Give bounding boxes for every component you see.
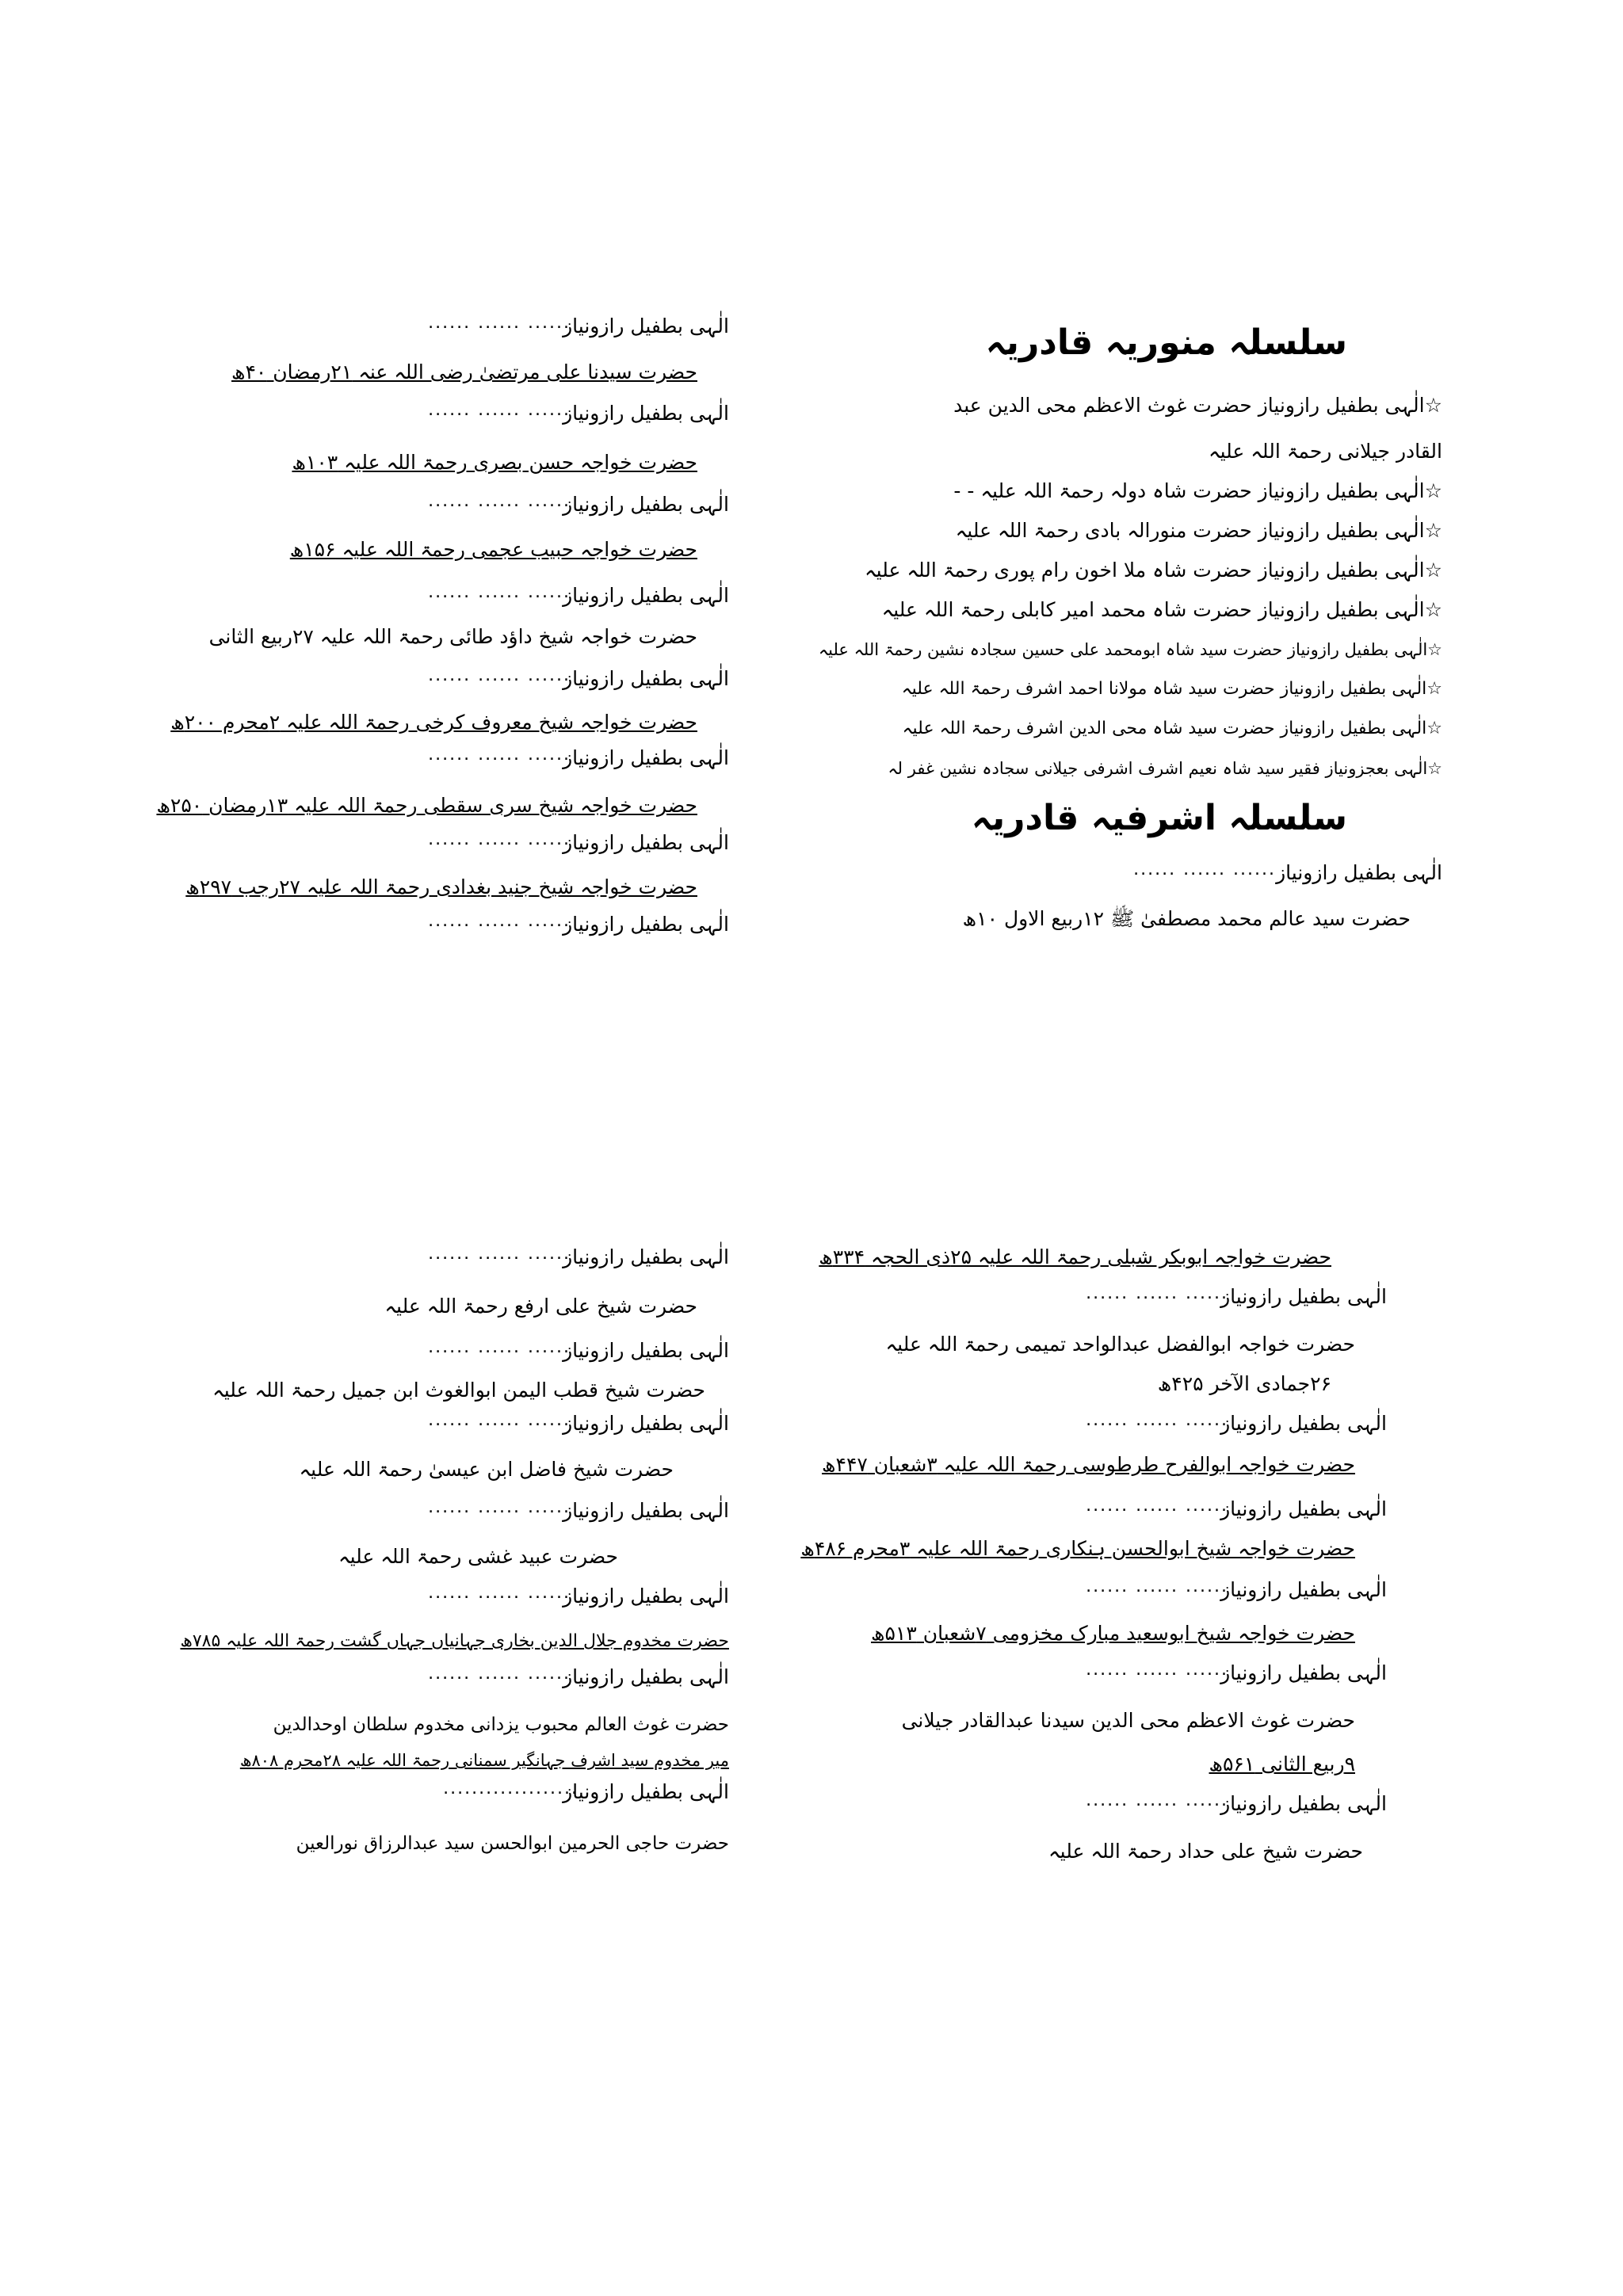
tl-item-14-dots: ...... ...... ...... [428, 911, 571, 931]
tl-item-1: حضرت سیدنا علی مرتضیٰ رضی اللہ عنہ ۲۱رمضان ۴۰ھ [231, 360, 697, 383]
bl-item-14: حضرت حاجی الحرمین ابوالحسن سید عبدالرزاق نورالعین [296, 1833, 729, 1854]
tr-line-4: ☆الٰہی بطفیل رازونیاز حضرت شاہ ملا اخون رام پوری رحمۃ اللہ علیہ [865, 559, 1442, 582]
bl-item-1: حضرت شیخ علی ارفع رحمۃ اللہ علیہ [384, 1295, 697, 1318]
bl-item-13: الٰہی بطفیل رازونیاز [563, 1780, 729, 1803]
bl-item-6-dots: ...... ...... ...... [428, 1497, 571, 1517]
tr-line-b: حضرت سید عالم محمد مصطفیٰ ﷺ ۱۲ربیع الاول ۱۰ھ [962, 907, 1411, 930]
bl-item-0: الٰہی بطفیل رازونیاز [563, 1245, 729, 1268]
tr-line-7: ☆الٰہی بطفیل رازونیاز حضرت سید شاہ مولانا احمد اشرف رحمۃ اللہ علیہ [901, 679, 1442, 699]
bl-item-6: الٰہی بطفیل رازونیاز [563, 1499, 729, 1522]
tl-item-6-dots: ...... ...... ...... [428, 582, 571, 602]
top-left-block [156, 313, 729, 1026]
br-item-6-dots: ...... ...... ...... [1086, 1496, 1228, 1516]
br-item-13: الٰہی بطفیل رازونیاز [1220, 1792, 1387, 1815]
br-item-1-dots: ...... ...... ...... [1086, 1283, 1228, 1303]
tl-item-12-dots: ...... ...... ...... [428, 830, 571, 849]
tl-item-8: الٰہی بطفیل رازونیاز [563, 667, 729, 690]
tr-line-1: القادر جیلانی رحمۃ اللہ علیہ [1208, 440, 1442, 463]
bl-item-4-dots: ...... ...... ...... [428, 1410, 571, 1430]
tl-item-5: حضرت خواجہ حبیب عجمی رحمۃ اللہ علیہ ۱۵۶ھ [289, 538, 697, 561]
tr-line-3: ☆الٰہی بطفیل رازونیاز حضرت منورالہ بادی رحمۃ اللہ علیہ [955, 519, 1442, 542]
bottom-right-block [800, 1244, 1387, 1957]
tl-item-4-dots: ...... ...... ...... [428, 491, 571, 511]
bl-item-10: الٰہی بطفیل رازونیاز [563, 1665, 729, 1688]
heading-silsila-munawwariya: سلسلہ منوریہ قادریہ [985, 322, 1347, 363]
br-item-12: ۹ربیع الثانی ۵۶۱ھ [1209, 1753, 1355, 1775]
br-item-10: الٰہی بطفیل رازونیاز [1220, 1661, 1387, 1684]
tl-item-4: الٰہی بطفیل رازونیاز [563, 493, 729, 516]
tl-item-13: حضرت خواجہ شیخ جنید بغدادی رحمۃ اللہ علیہ ۲۷رجب ۲۹۷ھ [185, 875, 697, 898]
bl-item-8: الٰہی بطفیل رازونیاز [563, 1585, 729, 1608]
tr-line-8: ☆الٰہی بطفیل رازونیاز حضرت سید شاہ محی الدین اشرف رحمۃ اللہ علیہ [902, 719, 1442, 738]
tl-item-11: حضرت خواجہ شیخ سری سقطی رحمۃ اللہ علیہ ۱۳رمضان ۲۵۰ھ [156, 794, 697, 817]
bottom-left-block [180, 1244, 729, 1957]
bl-item-9: حضرت مخدوم جلال الدین بخاری جہانیاں جہاں گشت رحمۃ اللہ علیہ ۷۸۵ھ [180, 1631, 729, 1651]
br-item-14: حضرت شیخ علی حداد رحمۃ اللہ علیہ [1048, 1840, 1363, 1863]
br-item-6: الٰہی بطفیل رازونیاز [1220, 1497, 1387, 1520]
bl-item-0-dots: ...... ...... ...... [428, 1244, 571, 1264]
br-item-5: حضرت خواجہ ابوالفرح طرطوسی رحمۃ اللہ علیہ ۳شعبان ۴۴۷ھ [822, 1453, 1355, 1476]
bl-item-10-dots: ...... ...... ...... [428, 1664, 571, 1684]
bl-item-5: حضرت شیخ فاضل ابن عیسیٰ رحمۃ اللہ علیہ [299, 1458, 674, 1481]
tl-item-10: الٰہی بطفیل رازونیاز [563, 746, 729, 769]
tl-item-14: الٰہی بطفیل رازونیاز [563, 913, 729, 936]
bl-item-7: حضرت عبید غشی رحمۃ اللہ علیہ [338, 1545, 618, 1568]
tl-item-12: الٰہی بطفیل رازونیاز [563, 831, 729, 854]
br-item-3: ۲۶جمادی الآخر ۴۲۵ھ [1157, 1372, 1331, 1395]
tr-line-6: ☆الٰہی بطفیل رازونیاز حضرت سید شاہ ابومحمد علی حسین سجادہ نشین رحمۃ اللہ علیہ [818, 640, 1442, 659]
br-item-0: حضرت خواجہ ابوبکر شبلی رحمۃ اللہ علیہ ۲۵ذی الحجہ ۳۳۴ھ [819, 1245, 1331, 1268]
bl-item-13-dots: ................... [443, 1779, 579, 1798]
bl-item-4: الٰہی بطفیل رازونیاز [563, 1412, 729, 1435]
tl-item-3: حضرت خواجہ حسن بصری رحمۃ اللہ علیہ ۱۰۳ھ [292, 451, 697, 474]
tl-item-0-dots: ...... ...... ...... [428, 313, 571, 333]
tr-line-a-dots: ...... ...... ...... [1133, 860, 1276, 879]
bl-item-2: الٰہی بطفیل رازونیاز [563, 1339, 729, 1362]
br-item-1: الٰہی بطفیل رازونیاز [1220, 1285, 1387, 1308]
tl-item-7: حضرت خواجہ شیخ داؤد طائی رحمۃ اللہ علیہ ۲۷ربیع الثانی [208, 625, 697, 648]
bl-item-12: میر مخدوم سید اشرف جہانگیر سمنانی رحمۃ اللہ علیہ ۲۸محرم ۸۰۸ھ [239, 1751, 729, 1770]
br-item-4-dots: ...... ...... ...... [1086, 1410, 1228, 1430]
br-item-13-dots: ...... ...... ...... [1086, 1791, 1228, 1810]
tr-line-5: ☆الٰہی بطفیل رازونیاز حضرت شاہ محمد امیر کابلی رحمۃ اللہ علیہ [881, 598, 1442, 621]
tl-item-9: حضرت خواجہ شیخ معروف کرخی رحمۃ اللہ علیہ ۲محرم ۲۰۰ھ [170, 711, 697, 734]
bl-item-11: حضرت غوث العالم محبوب یزدانی مخدوم سلطان اوحدالدین [273, 1714, 729, 1735]
tl-item-10-dots: ...... ...... ...... [428, 745, 571, 765]
br-item-8: الٰہی بطفیل رازونیاز [1220, 1578, 1387, 1601]
heading-silsila-ashrafiya: سلسلہ اشرفیہ قادریہ [971, 798, 1347, 838]
br-item-10-dots: ...... ...... ...... [1086, 1660, 1228, 1680]
br-item-4: الٰہی بطفیل رازونیاز [1220, 1412, 1387, 1435]
bl-item-8-dots: ...... ...... ...... [428, 1583, 571, 1603]
br-item-7: حضرت خواجہ شیخ ابوالحسن ہنکاری رحمۃ اللہ علیہ ۳محرم ۴۸۶ھ [800, 1537, 1355, 1560]
tr-line-a: الٰہی بطفیل رازونیاز [1276, 861, 1442, 884]
tl-item-0: الٰہی بطفیل رازونیاز [563, 315, 729, 338]
tr-line-2: ☆الٰہی بطفیل رازونیاز حضرت شاہ دولہ رحمۃ اللہ علیہ - - [953, 479, 1442, 502]
bl-item-3: حضرت شیخ قطب الیمن ابوالغوث ابن جمیل رحمۃ اللہ علیہ [212, 1379, 705, 1402]
top-right-block [818, 313, 1442, 1074]
tr-line-0: ☆الٰہی بطفیل رازونیاز حضرت غوث الاعظم محی الدین عبد [953, 394, 1442, 417]
br-item-11: حضرت غوث الاعظم محی الدین سیدنا عبدالقادر جیلانی [901, 1709, 1355, 1732]
br-item-2: حضرت خواجہ ابوالفضل عبدالواحد تمیمی رحمۃ اللہ علیہ [885, 1333, 1355, 1356]
br-item-9: حضرت خواجہ شیخ ابوسعید مبارک مخزومی ۷شعبان ۵۱۳ھ [871, 1622, 1355, 1645]
tl-item-2: الٰہی بطفیل رازونیاز [563, 402, 729, 425]
bl-item-2-dots: ...... ...... ...... [428, 1337, 571, 1357]
tl-item-8-dots: ...... ...... ...... [428, 666, 571, 685]
tl-item-6: الٰہی بطفیل رازونیاز [563, 584, 729, 607]
tl-item-2-dots: ...... ...... ...... [428, 400, 571, 420]
br-item-8-dots: ...... ...... ...... [1086, 1577, 1228, 1596]
tr-line-9: ☆الٰہی بعجزونیاز فقیر سید شاہ نعیم اشرف اشرفی جیلانی سجادہ نشین غفر لہ [888, 759, 1442, 778]
